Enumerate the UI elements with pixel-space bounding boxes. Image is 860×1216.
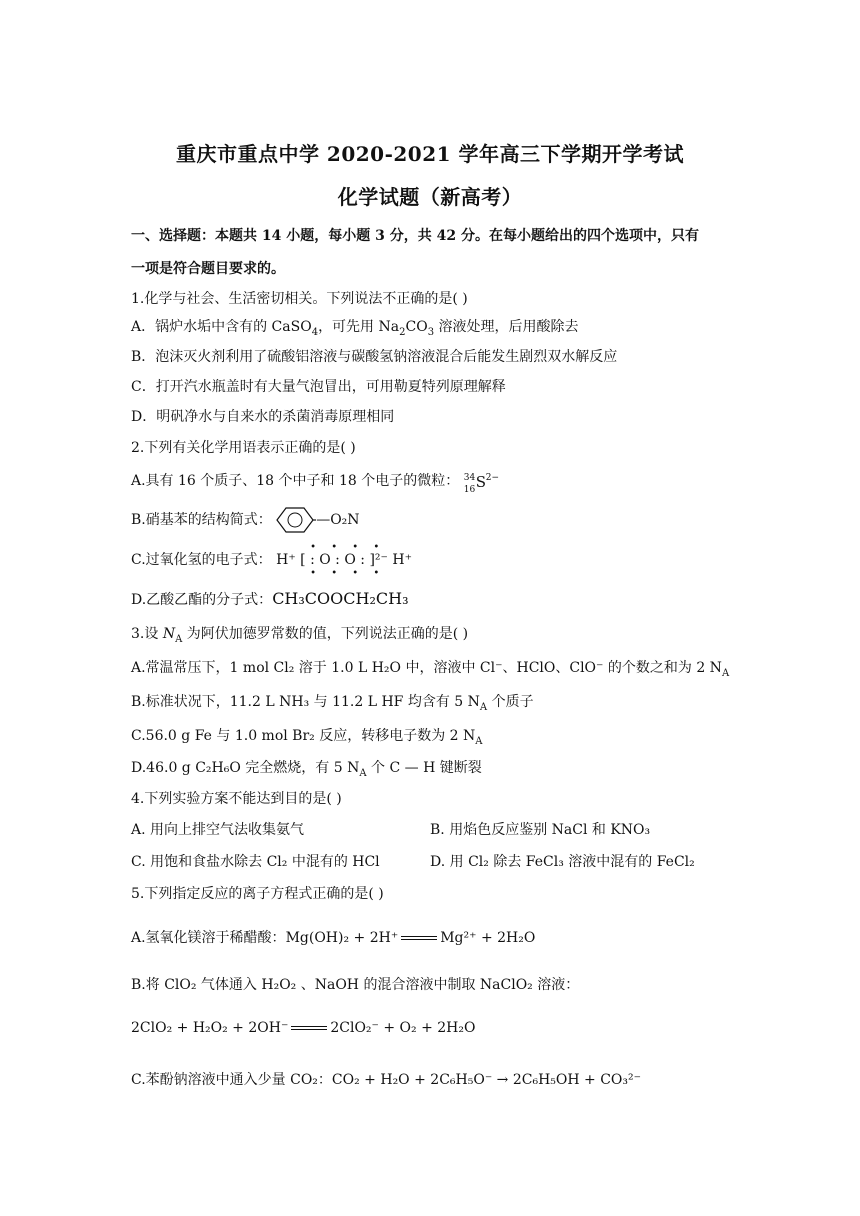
- section-instruction-line1: 一、选择题：本题共 14 小题，每小题 3 分，共 42 分。在每小题给出的四个选项中，只有: [131, 228, 699, 244]
- q5-c-text: C.苯酚钠溶液中通入少量 CO₂：: [131, 1072, 332, 1088]
- q3-d-post: 个 C — H 键断裂: [366, 760, 482, 776]
- peroxide-formula-text: H⁺ [ : O : O : ]²⁻ H⁺: [276, 552, 412, 568]
- exam-title: 重庆市重点中学 2020-2021 学年高三下学期开学考试: [175, 142, 685, 166]
- peroxide-electron-formula: [276, 542, 412, 579]
- q3-a-text: A.常温常压下，1 mol Cl₂ 溶于 1.0 L H₂O 中，溶液中 Cl⁻、HClO、ClO⁻ 的个数之和为 2 N: [131, 660, 722, 676]
- q2-d-text: D.乙酸乙酯的分子式：: [131, 592, 273, 608]
- q3-option-b: [131, 692, 534, 712]
- q5-option-b: B.将 ClO₂ 气体通入 H₂O₂ 、NaOH 的混合溶液中制取 NaClO₂ 溶液：: [131, 977, 580, 993]
- exam-subtitle: 化学试题（新高考）: [337, 185, 523, 209]
- sulfide-ion-notation: [464, 468, 498, 494]
- q5-a-rhs: Mg²⁺ + 2H₂O: [440, 930, 536, 946]
- q4-option-d: D. 用 Cl₂ 除去 FeCl₃ 溶液中混有的 FeCl₂: [430, 854, 695, 870]
- ion-charge: 2−: [485, 473, 499, 483]
- q5-stem: 5.下列指定反应的离子方程式正确的是( ): [131, 886, 384, 902]
- element-symbol: S: [475, 473, 486, 491]
- q2-option-d: [131, 589, 409, 610]
- q3-b-post: 个质子: [487, 694, 534, 710]
- q3-a-sub: A: [721, 667, 730, 679]
- q1-a-text: A．锅炉水垢中含有的 CaSO: [131, 319, 312, 335]
- q3-b-text: B.标准状况下，11.2 L NH₃ 与 11.2 L HF 均含有 5 N: [131, 694, 480, 710]
- q2-stem: 2.下列有关化学用语表示正确的是( ): [131, 440, 356, 456]
- q2-option-a: [131, 468, 498, 494]
- q3-avogadro-sub: A: [175, 633, 183, 645]
- q5-c-formula: CO₂ + H₂O + 2C₆H₅O⁻ → 2C₆H₅OH + CO₃²⁻: [331, 1072, 642, 1088]
- q3-b-sub: A: [479, 701, 488, 713]
- q5-option-b-equation: [131, 1018, 475, 1038]
- q4-option-a: A. 用向上排空气法收集氨气: [131, 822, 305, 838]
- q1-stem: 1.化学与社会、生活密切相关。下列说法不正确的是( ): [131, 291, 468, 307]
- q5-b-rhs: 2ClO₂⁻ + O₂ + 2H₂O: [330, 1020, 476, 1036]
- q2-c-text: C.过氧化氢的电子式：: [131, 552, 272, 568]
- q1-a-sub3: 3: [427, 326, 435, 338]
- q1-option-b: B．泡沫灭火剂利用了硫酸铝溶液与碳酸氢钠溶液混合后能发生剧烈双水解反应: [131, 349, 618, 365]
- ethyl-acetate-formula: CH₃COOCH₂CH₃: [272, 589, 409, 608]
- lone-pair-dots-bottom: • • • •: [310, 568, 386, 579]
- q1-a-sub: 4: [311, 326, 319, 338]
- q4-option-c: C. 用饱和食盐水除去 Cl₂ 中混有的 HCl: [131, 854, 380, 870]
- q1-a-sub2: 2: [399, 326, 406, 338]
- nitro-group-label: O₂N: [330, 512, 360, 528]
- q3-option-c: [131, 726, 483, 746]
- q5-option-a: [131, 928, 535, 948]
- q2-option-b: B.硝基苯的结构简式： —O₂N: [131, 506, 360, 534]
- q2-a-text: A.具有 16 个质子、18 个中子和 18 个电子的微粒：: [131, 473, 460, 489]
- equals-sign-icon: [291, 1026, 327, 1030]
- q3-c-text: C.56.0 g Fe 与 1.0 mol Br₂ 反应，转移电子数为 2 N: [131, 728, 476, 744]
- q3-stem-post: 为阿伏加德罗常数的值，下列说法正确的是( ): [182, 626, 469, 642]
- q3-d-text: D.46.0 g C₂H₆O 完全燃烧，有 5 N: [131, 760, 360, 776]
- q1-option-c: C．打开汽水瓶盖时有大量气泡冒出，可用勒夏特列原理解释: [131, 379, 506, 395]
- q1-a-post: 溶液处理，后用酸除去: [434, 319, 579, 335]
- section-instruction-line2: 一项是符合题目要求的。: [131, 261, 285, 277]
- q3-stem: [131, 624, 468, 644]
- q3-option-a: [131, 658, 729, 678]
- q4-option-b: B. 用焰色反应鉴别 NaCl 和 KNO₃: [430, 822, 651, 838]
- mass-number: 34: [463, 473, 476, 483]
- benzene-ring-icon: [276, 506, 316, 534]
- q2-b-text: B.硝基苯的结构简式：: [131, 512, 272, 528]
- atomic-number: 16: [463, 485, 476, 495]
- q1-option-d: D．明矾净水与自来水的杀菌消毒原理相同: [131, 409, 395, 425]
- lone-pair-dots-top: • • • •: [310, 542, 386, 553]
- q4-stem: 4.下列实验方案不能达到目的是( ): [131, 791, 342, 807]
- q5-a-lhs: Mg(OH)₂ + 2H⁺: [285, 930, 399, 946]
- q2-option-c: [131, 542, 412, 579]
- q3-avogadro-symbol: N: [162, 626, 176, 642]
- q3-c-sub: A: [475, 735, 483, 747]
- q1-option-a: [131, 317, 579, 337]
- q3-d-sub: A: [359, 767, 367, 779]
- equals-sign-icon: [401, 936, 437, 940]
- q3-option-d: [131, 758, 482, 778]
- q5-a-text: A.氢氧化镁溶于稀醋酸：: [131, 930, 286, 946]
- q5-option-c: [131, 1070, 641, 1090]
- q5-b-lhs: 2ClO₂ + H₂O₂ + 2OH⁻: [131, 1020, 289, 1036]
- q1-a-mid: ，可先用 Na: [318, 319, 400, 335]
- q1-a-mid2: CO: [405, 319, 428, 335]
- q3-stem-pre: 3.设: [131, 626, 163, 642]
